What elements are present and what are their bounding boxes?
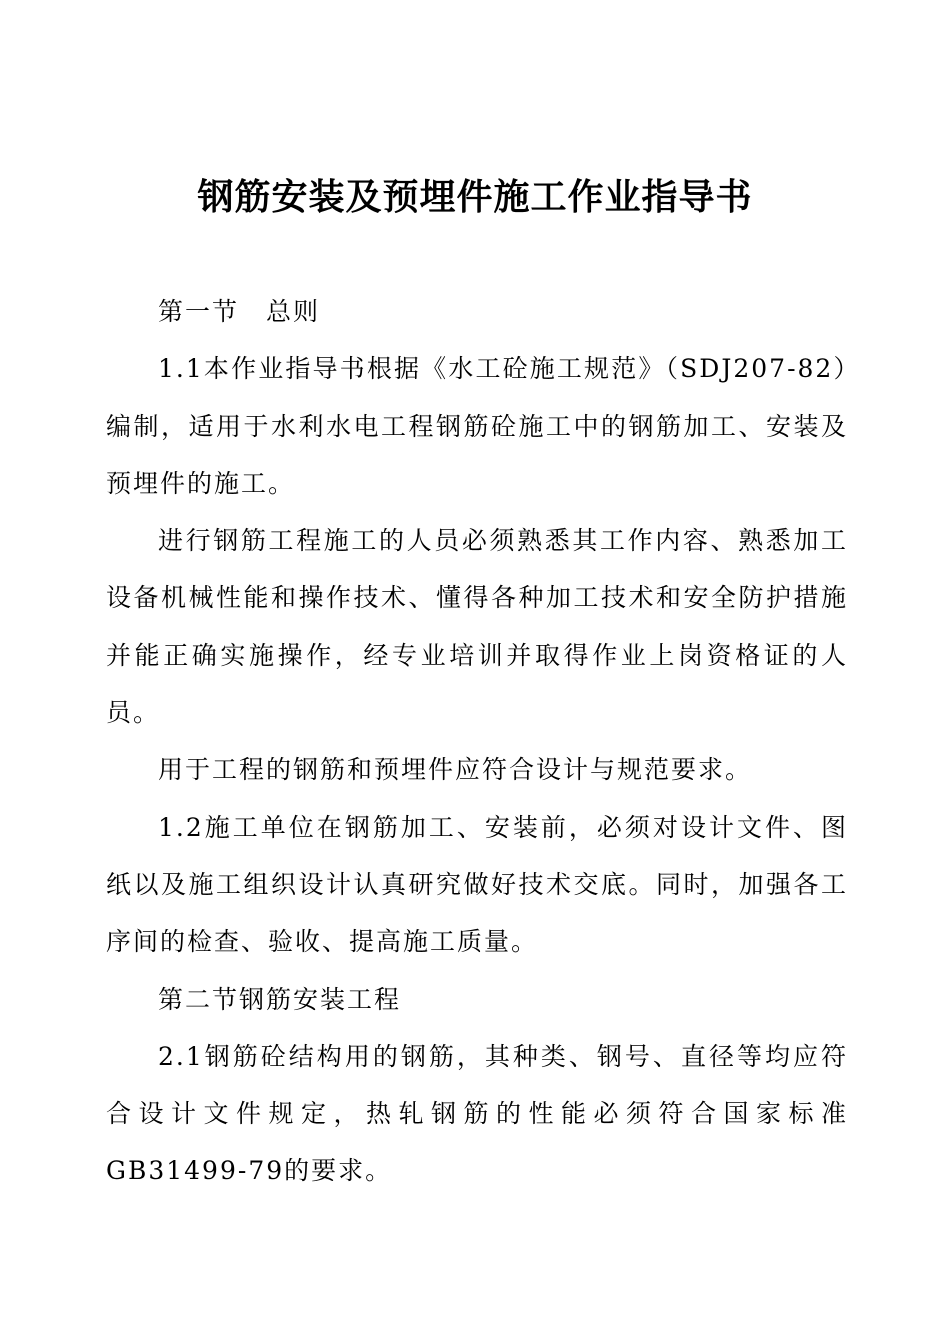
section-heading-general: 第一节 总则: [158, 297, 321, 326]
document-title: 钢筋安装及预埋件施工作业指导书: [197, 177, 753, 218]
paragraph-2-1: 2.1钢筋砼结构用的钢筋，其种类、钢号、直径等均应符合设计文件规定，热轧钢筋的性能必须符合国家标准GB31499-79的要求。: [106, 1041, 848, 1186]
paragraph-materials: 用于工程的钢筋和预埋件应符合设计与规范要求。: [158, 755, 753, 785]
paragraph-1-2: 1.2施工单位在钢筋加工、安装前，必须对设计文件、图纸以及施工组织设计认真研究做好技术交底。同时，加强各工序间的检查、验收、提高施工质量。: [106, 812, 848, 957]
paragraph-personnel: 进行钢筋工程施工的人员必须熟悉其工作内容、熟悉加工设备机械性能和操作技术、懂得各种加工技术和安全防护措施并能正确实施操作，经专业培训并取得作业上岗资格证的人员。: [106, 526, 848, 728]
section-heading-rebar-installation: 第二节钢筋安装工程: [158, 984, 402, 1014]
paragraph-1-1: 1.1本作业指导书根据《水工砼施工规范》（SDJ207-82）编制，适用于水利水电工程钢筋砼施工中的钢筋加工、安装及预埋件的施工。: [106, 354, 848, 498]
document-body: [106, 283, 848, 1200]
